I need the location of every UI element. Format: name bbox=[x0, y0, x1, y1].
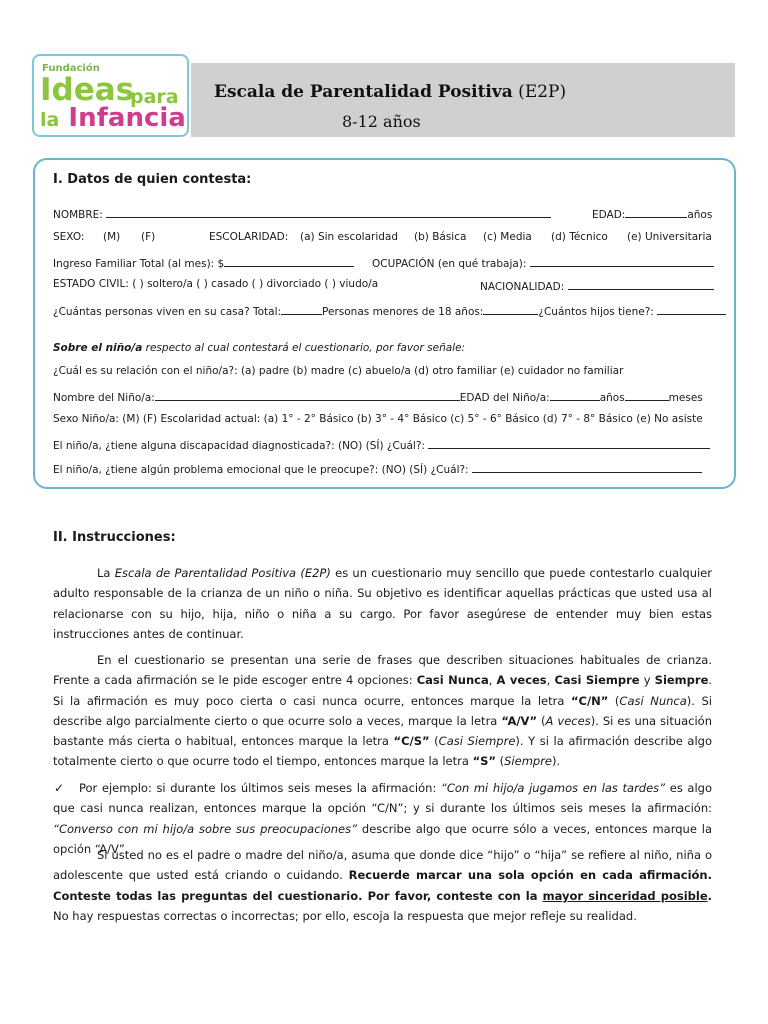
nombre-nino-row: Nombre del Niño/a: EDAD del Niño/a: años meses bbox=[53, 389, 703, 404]
edad-nino-meses-field[interactable] bbox=[625, 389, 669, 401]
sexo-label: SEXO: bbox=[53, 231, 85, 243]
sexo-escolaridad-nino-row[interactable]: Sexo Niño/a: (M) (F) Escolaridad actual: (a) 1° - 2° Básico (b) 3° - 4° Básico (c) 5° - 6° Básico (d) 7° - 8° Básico (e) No asiste bbox=[53, 413, 703, 425]
esc-option-d[interactable]: (d) Técnico bbox=[551, 231, 608, 243]
section2-title: II. Instrucciones: bbox=[53, 530, 176, 545]
edad-row: EDAD: años bbox=[592, 206, 712, 221]
ocupacion-field[interactable] bbox=[530, 255, 714, 267]
nombre-row: NOMBRE: bbox=[53, 206, 551, 221]
esc-option-b[interactable]: (b) Básica bbox=[414, 231, 467, 243]
section1-title: I. Datos de quien contesta: bbox=[53, 172, 252, 187]
check-icon: ✓ bbox=[54, 781, 65, 795]
nombre-field[interactable] bbox=[106, 206, 551, 218]
sobre-nino-heading: Sobre el niño/a respecto al cual contestará el cuestionario, por favor señale: bbox=[53, 342, 466, 354]
discapacidad-row: El niño/a, ¿tiene alguna discapacidad diagnosticada?: (NO) (SÍ) ¿Cuál?: bbox=[53, 437, 710, 452]
example-paragraph: Por ejemplo: si durante los últimos seis meses la afirmación: “Con mi hijo/a jugamos en las tardes” es algo que casi nunca realizan, entonces marque la opción “C/N”; y si durante los últimos seis meses la afirmación: “Converso con mi hijo/a sobre sus preocupaciones” describe algo que ocurre sólo a veces, entonces marque la opción “A/V”. bbox=[53, 781, 712, 856]
edad-nino-anos-field[interactable] bbox=[550, 389, 600, 401]
esc-option-a[interactable]: (a) Sin escolaridad bbox=[300, 231, 399, 243]
instructions-paragraph-2: En el cuestionario se presentan una serie de frases que describen situaciones habituales de crianza. Frente a cada afirmación se le pide escoger entre 4 opciones: Casi Nunca, A veces, Casi Siempre y Siempre. Si la afirmación es muy poco cierta o casi nunca ocurre, entonces marque la letra “C/N” (Casi Nunca). Si describe algo parcialmente cierto o que ocurre solo a veces, marque la letra “A/V” (A veces). Si es una situación bastante más cierta o habitual, entonces marque la letra “C/S” (Casi Siempre). Y si la afirmación describe algo totalmente cierto o que ocurre todo el tiempo, entonces marque la letra “S” (Siempre). bbox=[53, 653, 713, 769]
edad-field[interactable] bbox=[625, 206, 687, 218]
page-subtitle: 8-12 años bbox=[342, 112, 421, 131]
estado-civil-row[interactable]: ESTADO CIVIL: ( ) soltero/a ( ) casado ( ) divorciado ( ) viudo/a bbox=[53, 278, 379, 290]
logo-line2b: para bbox=[130, 86, 179, 108]
emocional-field[interactable] bbox=[472, 461, 702, 473]
instructions-paragraph-1: La Escala de Parentalidad Positiva (E2P) es un cuestionario muy sencillo que puede contestarlo cualquier adulto responsable de la crianza de un niño o niña. Su objetivo es identificar aquellas prácticas que usted usa al relacionarse con su hijo, hija, niño o niña a su cargo. Por favor asegúrese de entender muy bien estas instrucciones antes de continuar. bbox=[53, 566, 712, 641]
esc-option-c[interactable]: (c) Media bbox=[483, 231, 532, 243]
esc-option-e[interactable]: (e) Universitaria bbox=[627, 231, 712, 243]
nacionalidad-row: NACIONALIDAD: bbox=[480, 278, 714, 293]
escolaridad-label: ESCOLARIDAD: bbox=[209, 231, 289, 243]
ingreso-row: Ingreso Familiar Total (al mes): $ bbox=[53, 255, 354, 270]
emocional-row: El niño/a, ¿tiene algún problema emocional que le preocupe?: (NO) (SÍ) ¿Cuál?: bbox=[53, 461, 702, 476]
instructions-paragraph-3: Si usted no es el padre o madre del niño/a, asuma que donde dice “hijo” o “hija” se refiere al niño, niña o adolescente que usted está criando o cuidando. Recuerde marcar una sola opción en cada afirmación. Conteste todas las preguntas del cuestionario. Por favor, conteste con la mayor sinceridad posible. No hay respuestas correctas o incorrectas; por ello, escoja la respuesta que mejor refleje su realidad. bbox=[53, 848, 712, 923]
hijos-field[interactable] bbox=[657, 303, 726, 315]
personas-row: ¿Cuántas personas viven en su casa? Total: Personas menores de 18 años: ¿Cuántos hijos tiene?: bbox=[53, 303, 726, 318]
logo-line3: la Infancia bbox=[40, 103, 186, 133]
logo-line1: Fundación bbox=[42, 63, 100, 74]
discapacidad-field[interactable] bbox=[428, 437, 710, 449]
nombre-nino-field[interactable] bbox=[155, 389, 460, 401]
page-title: Escala de Parentalidad Positiva (E2P) bbox=[214, 82, 567, 102]
ingreso-field[interactable] bbox=[224, 255, 354, 267]
sexo-f[interactable]: (F) bbox=[141, 231, 156, 243]
relacion-row[interactable]: ¿Cuál es su relación con el niño/a?: (a) padre (b) madre (c) abuelo/a (d) otro familiar (e) cuidador no familiar bbox=[53, 365, 624, 377]
sexo-m[interactable]: (M) bbox=[103, 231, 121, 243]
menores-field[interactable] bbox=[483, 303, 538, 315]
total-field[interactable] bbox=[281, 303, 322, 315]
logo-line2: Ideas bbox=[40, 72, 135, 108]
fundacion-logo bbox=[32, 54, 189, 137]
nacionalidad-field[interactable] bbox=[568, 278, 714, 290]
ocupacion-row: OCUPACIÓN (en qué trabaja): bbox=[372, 255, 714, 270]
